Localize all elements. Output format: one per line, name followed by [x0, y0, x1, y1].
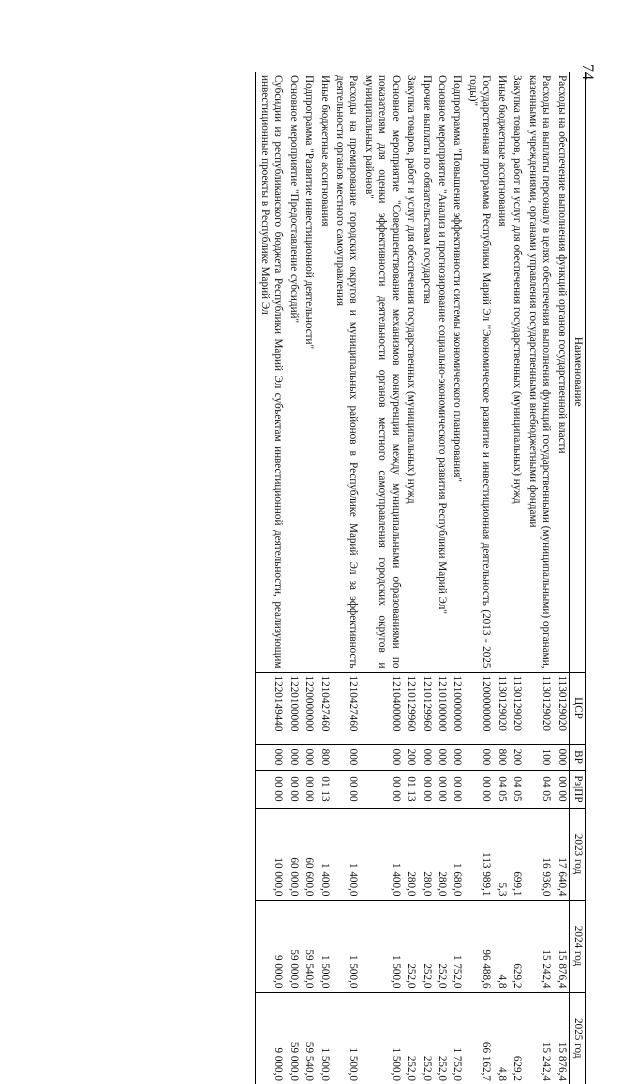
row-2025: 252,0 — [418, 992, 433, 1084]
row-2024: 252,0 — [434, 900, 449, 992]
row-2024: 1 752,0 — [449, 900, 464, 992]
row-csr: 1210427460 — [332, 672, 361, 744]
row-rz-pr — [493, 770, 508, 808]
row-rz: 00 — [347, 776, 360, 788]
table-row — [553, 72, 569, 1084]
row-2024: 96 488,6 — [465, 900, 494, 992]
row-2024: 1 500,0 — [360, 900, 402, 992]
row-csr: 1210427460 — [316, 672, 331, 744]
row-csr: 1130129020 — [524, 672, 553, 744]
row-2025: 1 500,0 — [316, 992, 331, 1084]
row-pr: 00 — [451, 790, 464, 802]
row-rz-pr — [465, 770, 494, 808]
header-2024: 2024 год — [569, 900, 585, 992]
budget-table — [255, 72, 586, 1084]
row-2025: 1 500,0 — [360, 992, 402, 1084]
row-vr: 000 — [332, 744, 361, 770]
page-number: 74 — [579, 64, 596, 80]
row-2025: 59 540,0 — [301, 992, 316, 1084]
row-vr: 000 — [418, 744, 433, 770]
row-rz: 00 — [272, 776, 285, 788]
row-rz: 00 — [303, 776, 316, 788]
row-pr: 13 — [318, 790, 331, 802]
row-csr: 1220149440 — [256, 672, 285, 744]
row-2024: 252,0 — [418, 900, 433, 992]
row-2023: 113 989,1 — [465, 808, 494, 900]
row-rz-pr — [316, 770, 331, 808]
row-vr: 800 — [493, 744, 508, 770]
row-2025: 15 242,4 — [524, 992, 553, 1084]
row-rz-pr — [524, 770, 553, 808]
header-name: Наименование — [569, 72, 585, 672]
row-vr: 000 — [434, 744, 449, 770]
row-vr: 000 — [360, 744, 402, 770]
row-csr: 1210100000 — [434, 672, 449, 744]
row-csr: 1210129960 — [418, 672, 433, 744]
row-2024: 59 000,0 — [285, 900, 300, 992]
row-pr: 00 — [480, 790, 493, 802]
row-2025: 15 876,4 — [553, 992, 569, 1084]
table-row — [449, 72, 464, 1084]
table-row — [256, 72, 285, 1084]
row-name: Основное мероприятие "Совершенствование механизмов конкуренции между муниципальными образованиями по показателям для оценки эффективности деятельности органов местного самоуправления городских округов и муниципальных районов" — [362, 75, 402, 669]
header-rz-pr: Рз|ПР — [569, 770, 585, 808]
row-csr: 1220000000 — [301, 672, 316, 744]
row-2023: 5,3 — [493, 808, 508, 900]
row-rz: 00 — [287, 776, 300, 788]
row-name: Субсидии из республиканского бюджета Республики Марий Эл субъектам инвестиционной деятельности, реализующим инвестиционные проекты в Республике Марий Эл — [256, 72, 285, 672]
header-2023: 2023 год — [569, 808, 585, 900]
row-pr: 05 — [540, 790, 553, 802]
row-2024: 9 000,0 — [256, 900, 285, 992]
header-pr: ПР — [572, 788, 584, 803]
row-rz: 01 — [405, 776, 418, 788]
row-name: Иные бюджетные ассигнования — [495, 75, 508, 227]
row-2023: 60 000,0 — [285, 808, 300, 900]
table-row — [301, 72, 316, 1084]
table-header-row — [569, 72, 585, 1084]
row-rz-pr — [449, 770, 464, 808]
row-2024: 15 242,4 — [524, 900, 553, 992]
row-name: Закупка товаров, работ и услуг для обеспечения государственных (муниципальных) нужд — [405, 75, 418, 504]
row-name: Подпрограмма "Развитие инвестиционной деятельности" — [303, 75, 316, 350]
row-vr: 000 — [285, 744, 300, 770]
row-pr: 13 — [405, 790, 418, 802]
row-csr: 1130129020 — [509, 672, 524, 744]
row-2023: 1 680,0 — [449, 808, 464, 900]
row-csr: 1130129020 — [493, 672, 508, 744]
table-row — [316, 72, 331, 1084]
row-name: Закупка товаров, работ и услуг для обеспечения государственных (муниципальных) нужд — [511, 75, 524, 504]
row-rz: 00 — [436, 776, 449, 788]
row-2025: 1 500,0 — [332, 992, 361, 1084]
table-row — [493, 72, 508, 1084]
row-rz: 04 — [540, 776, 553, 788]
row-pr: 00 — [303, 790, 316, 802]
row-rz-pr — [301, 770, 316, 808]
row-name: Расходы на обеспечение выполнения функций органов государственной власти — [555, 75, 568, 454]
row-rz: 00 — [420, 776, 433, 788]
row-name: Подпрограмма "Повышение эффективности системы экономического планирования" — [451, 75, 464, 482]
header-csr: ЦСР — [569, 672, 585, 744]
row-csr: 1210000000 — [449, 672, 464, 744]
row-rz-pr — [285, 770, 300, 808]
row-pr: 00 — [436, 790, 449, 802]
row-2023: 60 600,0 — [301, 808, 316, 900]
table-row — [434, 72, 449, 1084]
row-2025: 252,0 — [434, 992, 449, 1084]
row-rz: 04 — [495, 776, 508, 788]
table-row — [403, 72, 418, 1084]
row-pr: 00 — [287, 790, 300, 802]
row-2023: 280,0 — [434, 808, 449, 900]
row-2024: 59 540,0 — [301, 900, 316, 992]
row-rz-pr — [256, 770, 285, 808]
row-name: Расходы на выплаты персоналу в целях обеспечения выполнения функций государственными (муниципальными) органами, казенными учреждениями, органами управления государственными внебюджетными фондами — [526, 75, 553, 669]
row-pr: 00 — [389, 790, 402, 802]
row-name: Расходы на премирование городских округов и муниципальных районов в Республике Марий Эл за эффективность деятельности органов местного самоуправления — [334, 75, 360, 669]
row-rz: 00 — [389, 776, 402, 788]
row-rz-pr — [418, 770, 433, 808]
row-rz: 04 — [511, 776, 524, 788]
row-pr: 00 — [347, 790, 360, 802]
row-2023: 1 400,0 — [360, 808, 402, 900]
row-name: Основное мероприятие "Анализ и прогнозирование социально-экономического развития Республики Марий Эл" — [436, 75, 449, 614]
row-rz: 00 — [451, 776, 464, 788]
row-vr: 000 — [553, 744, 569, 770]
row-vr: 000 — [301, 744, 316, 770]
header-rz: Рз — [572, 775, 584, 787]
table-row — [360, 72, 402, 1084]
row-csr: 1220100000 — [285, 672, 300, 744]
row-vr: 100 — [524, 744, 553, 770]
row-2023: 280,0 — [418, 808, 433, 900]
row-rz: 01 — [318, 776, 331, 788]
row-pr: 05 — [511, 790, 524, 802]
header-2025: 2025 год — [569, 992, 585, 1084]
row-2024: 4,8 — [493, 900, 508, 992]
row-rz-pr — [360, 770, 402, 808]
row-2023: 280,0 — [403, 808, 418, 900]
row-rz-pr — [509, 770, 524, 808]
row-2024: 629,2 — [509, 900, 524, 992]
table-row — [332, 72, 361, 1084]
row-2024: 1 500,0 — [316, 900, 331, 992]
table-row — [524, 72, 553, 1084]
row-2023: 16 936,0 — [524, 808, 553, 900]
row-2023: 17 640,4 — [553, 808, 569, 900]
table-row — [465, 72, 494, 1084]
row-rz: 00 — [480, 776, 493, 788]
table-row — [509, 72, 524, 1084]
row-2025: 66 162,7 — [465, 992, 494, 1084]
row-csr: 1210129960 — [403, 672, 418, 744]
row-2025: 629,2 — [509, 992, 524, 1084]
row-vr: 000 — [449, 744, 464, 770]
table-row — [418, 72, 433, 1084]
budget-table-page — [104, 72, 586, 1084]
row-rz-pr — [434, 770, 449, 808]
row-vr: 800 — [316, 744, 331, 770]
row-2025: 252,0 — [403, 992, 418, 1084]
row-2025: 1 752,0 — [449, 992, 464, 1084]
table-row — [285, 72, 300, 1084]
row-vr: 000 — [465, 744, 494, 770]
row-2023: 1 400,0 — [332, 808, 361, 900]
row-rz: 00 — [555, 776, 568, 788]
row-name: Основное мероприятие "Предоставление субсидий" — [287, 75, 300, 324]
row-pr: 00 — [555, 790, 568, 802]
row-2025: 9 000,0 — [256, 992, 285, 1084]
row-pr: 00 — [420, 790, 433, 802]
row-name: Государственная программа Республики Марий Эл "Экономическое развитие и инвестиционная деятельность (2013 - 2025 годы)" — [466, 75, 493, 669]
row-2024: 15 876,4 — [553, 900, 569, 992]
row-rz-pr — [553, 770, 569, 808]
row-vr: 200 — [509, 744, 524, 770]
row-2024: 1 500,0 — [332, 900, 361, 992]
row-csr: 1130129020 — [553, 672, 569, 744]
row-2025: 4,8 — [493, 992, 508, 1084]
header-vr: ВР — [569, 744, 585, 770]
row-2023: 10 000,0 — [256, 808, 285, 900]
row-2024: 252,0 — [403, 900, 418, 992]
row-pr: 05 — [495, 790, 508, 802]
row-2023: 699,1 — [509, 808, 524, 900]
row-2025: 59 000,0 — [285, 992, 300, 1084]
row-rz-pr — [332, 770, 361, 808]
row-vr: 000 — [256, 744, 285, 770]
row-2023: 1 400,0 — [316, 808, 331, 900]
row-csr: 1210400000 — [360, 672, 402, 744]
row-name: Иные бюджетные ассигнования — [318, 75, 331, 227]
row-rz-pr — [403, 770, 418, 808]
row-pr: 00 — [272, 790, 285, 802]
row-vr: 200 — [403, 744, 418, 770]
row-csr: 1200000000 — [465, 672, 494, 744]
row-name: Прочие выплаты по обязательствам государства — [420, 75, 433, 304]
